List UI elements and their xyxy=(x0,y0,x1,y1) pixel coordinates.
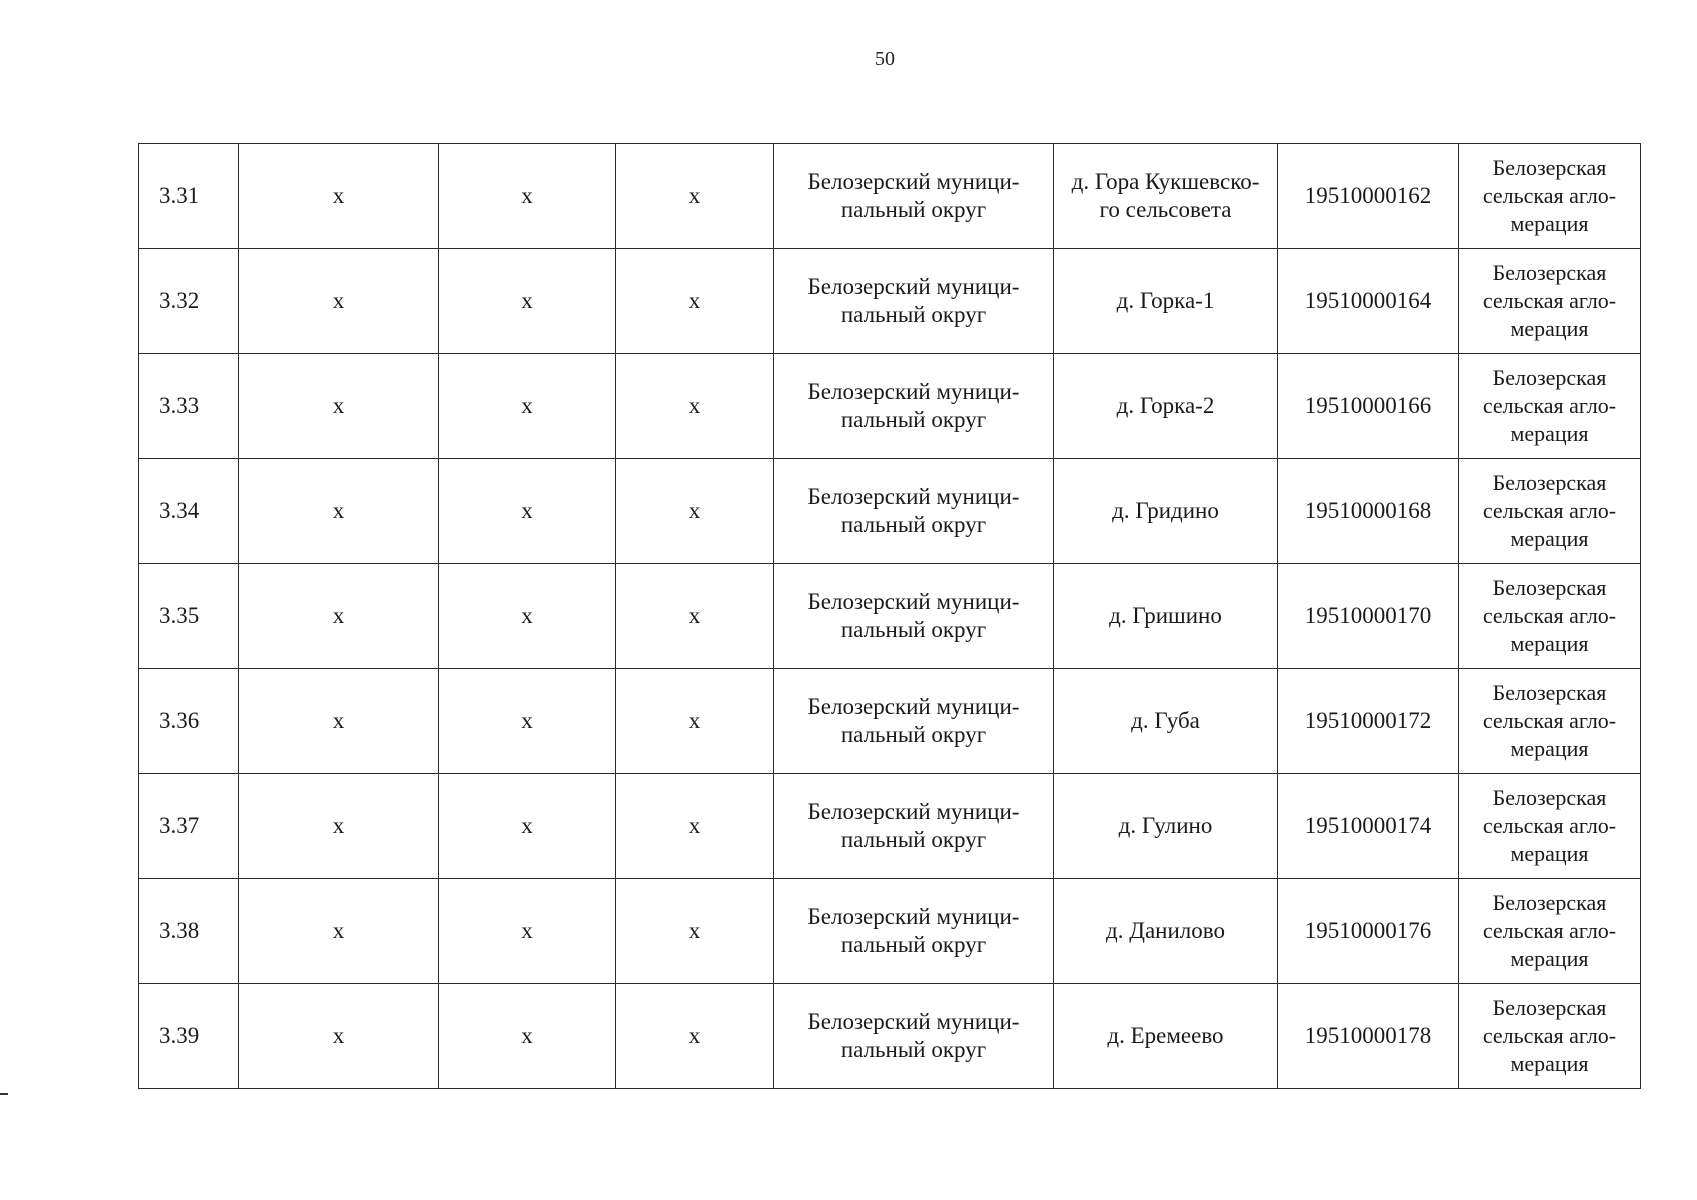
district-cell: Белозерский муници- пальный округ xyxy=(774,879,1054,984)
x-cell: x xyxy=(239,144,439,249)
agglomeration-cell: Белозерская сельская агло- мерация xyxy=(1459,774,1641,879)
settlement-cell: д. Данилово xyxy=(1054,879,1278,984)
district-cell: Белозерский муници- пальный округ xyxy=(774,459,1054,564)
margin-mark xyxy=(0,1093,8,1095)
agglomeration-cell: Белозерская сельская агло- мерация xyxy=(1459,459,1641,564)
table-row xyxy=(139,249,1641,354)
settlement-cell: д. Горка-2 xyxy=(1054,354,1278,459)
x-cell: x xyxy=(239,564,439,669)
x-cell: x xyxy=(616,669,774,774)
x-cell: x xyxy=(616,879,774,984)
x-cell: x xyxy=(616,144,774,249)
agglomeration-cell: Белозерская сельская агло- мерация xyxy=(1459,879,1641,984)
code-cell: 19510000178 xyxy=(1278,984,1459,1089)
district-cell: Белозерский муници- пальный округ xyxy=(774,249,1054,354)
district-cell: Белозерский муници- пальный округ xyxy=(774,774,1054,879)
row-number-cell: 3.31 xyxy=(139,144,239,249)
settlement-cell: д. Еремеево xyxy=(1054,984,1278,1089)
x-cell: x xyxy=(616,564,774,669)
settlement-cell: д. Гридино xyxy=(1054,459,1278,564)
table-row xyxy=(139,459,1641,564)
code-cell: 19510000176 xyxy=(1278,879,1459,984)
settlement-cell: д. Гора Кукшевско- го сельсовета xyxy=(1054,144,1278,249)
table-row xyxy=(139,144,1641,249)
x-cell: x xyxy=(616,774,774,879)
code-cell: 19510000164 xyxy=(1278,249,1459,354)
x-cell: x xyxy=(239,354,439,459)
x-cell: x xyxy=(439,459,616,564)
table-row xyxy=(139,879,1641,984)
settlement-cell: д. Гришино xyxy=(1054,564,1278,669)
code-cell: 19510000168 xyxy=(1278,459,1459,564)
table-row xyxy=(139,669,1641,774)
x-cell: x xyxy=(616,249,774,354)
x-cell: x xyxy=(239,459,439,564)
x-cell: x xyxy=(239,774,439,879)
row-number-cell: 3.34 xyxy=(139,459,239,564)
table-row xyxy=(139,564,1641,669)
x-cell: x xyxy=(439,984,616,1089)
x-cell: x xyxy=(239,984,439,1089)
page-number: 50 xyxy=(875,48,895,70)
x-cell: x xyxy=(439,249,616,354)
x-cell: x xyxy=(439,144,616,249)
agglomeration-cell: Белозерская сельская агло- мерация xyxy=(1459,984,1641,1089)
x-cell: x xyxy=(439,669,616,774)
code-cell: 19510000174 xyxy=(1278,774,1459,879)
x-cell: x xyxy=(439,774,616,879)
district-cell: Белозерский муници- пальный округ xyxy=(774,984,1054,1089)
settlement-cell: д. Горка-1 xyxy=(1054,249,1278,354)
settlement-cell: д. Губа xyxy=(1054,669,1278,774)
agglomeration-cell: Белозерская сельская агло- мерация xyxy=(1459,669,1641,774)
row-number-cell: 3.39 xyxy=(139,984,239,1089)
agglomeration-cell: Белозерская сельская агло- мерация xyxy=(1459,354,1641,459)
agglomeration-cell: Белозерская сельская агло- мерация xyxy=(1459,249,1641,354)
table-body xyxy=(139,144,1641,1089)
x-cell: x xyxy=(439,879,616,984)
row-number-cell: 3.37 xyxy=(139,774,239,879)
table-row xyxy=(139,354,1641,459)
row-number-cell: 3.32 xyxy=(139,249,239,354)
settlements-table xyxy=(138,143,1641,1089)
x-cell: x xyxy=(239,879,439,984)
code-cell: 19510000172 xyxy=(1278,669,1459,774)
district-cell: Белозерский муници- пальный округ xyxy=(774,144,1054,249)
code-cell: 19510000170 xyxy=(1278,564,1459,669)
row-number-cell: 3.33 xyxy=(139,354,239,459)
row-number-cell: 3.38 xyxy=(139,879,239,984)
x-cell: x xyxy=(616,459,774,564)
agglomeration-cell: Белозерская сельская агло- мерация xyxy=(1459,144,1641,249)
row-number-cell: 3.35 xyxy=(139,564,239,669)
row-number-cell: 3.36 xyxy=(139,669,239,774)
code-cell: 19510000162 xyxy=(1278,144,1459,249)
x-cell: x xyxy=(439,354,616,459)
district-cell: Белозерский муници- пальный округ xyxy=(774,669,1054,774)
x-cell: x xyxy=(239,669,439,774)
x-cell: x xyxy=(616,984,774,1089)
district-cell: Белозерский муници- пальный округ xyxy=(774,354,1054,459)
code-cell: 19510000166 xyxy=(1278,354,1459,459)
x-cell: x xyxy=(439,564,616,669)
table-row xyxy=(139,984,1641,1089)
district-cell: Белозерский муници- пальный округ xyxy=(774,564,1054,669)
table-row xyxy=(139,774,1641,879)
agglomeration-cell: Белозерская сельская агло- мерация xyxy=(1459,564,1641,669)
x-cell: x xyxy=(616,354,774,459)
x-cell: x xyxy=(239,249,439,354)
settlement-cell: д. Гулино xyxy=(1054,774,1278,879)
